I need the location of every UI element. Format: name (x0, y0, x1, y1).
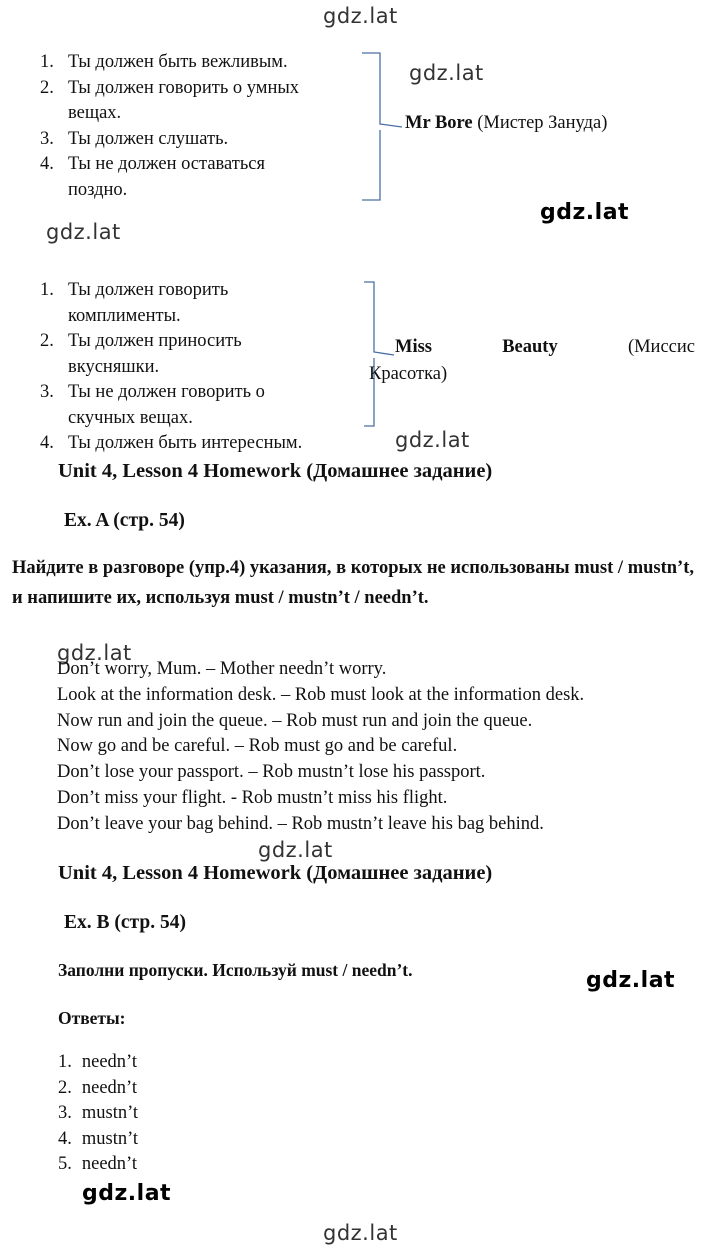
answer-line: Look at the information desk. – Rob must look at the information desk. (57, 684, 585, 705)
list-item-continuation: вкусняшки. (68, 356, 160, 377)
list-item: 2. Ты должен говорить о умных (40, 77, 300, 98)
list-item: 3. Ты не должен говорить о (40, 382, 265, 402)
section-heading: Unit 4, Lesson 4 Homework (Домашнее задание) (58, 460, 493, 482)
list-item: 4. Ты не должен оставаться (40, 154, 266, 174)
list-item: 1. Ты должен быть вежливым. (40, 52, 288, 72)
list-item-continuation: скучных вещах. (68, 407, 193, 428)
answer-line: Don’t lose your passport. – Rob mustn’t lose his passport. (57, 762, 486, 783)
group-label-mr-bore: Mr Bore (Мистер Зануда) (405, 113, 608, 133)
rules-list-mr-bore (30, 50, 352, 203)
answers-list (58, 1050, 138, 1178)
list-item-continuation: поздно. (68, 179, 128, 200)
list-item: 4. Ты должен быть интересным. (40, 433, 303, 453)
watermark: gdz.lat (540, 200, 630, 225)
group-label-miss-beauty-cont: Красотка) (369, 364, 448, 384)
answer-line: Now go and be careful. – Rob must go and be careful. (57, 736, 458, 757)
watermark: gdz.lat (82, 1181, 172, 1206)
watermark: gdz.lat (323, 4, 398, 28)
task-text: Заполни пропуски. Используй must / needn’t. (58, 960, 413, 980)
list-item: 2. needn’t (58, 1077, 138, 1098)
answers-label: Ответы: (58, 1008, 126, 1028)
list-item: 5. needn’t (58, 1154, 138, 1174)
watermark: gdz.lat (395, 428, 470, 452)
list-item-continuation: вещах. (68, 103, 122, 123)
list-item: 2. Ты должен приносить (40, 331, 242, 351)
answer-line: Don’t leave your bag behind. – Rob mustn’t leave his bag behind. (57, 813, 544, 834)
list-item: 1. needn’t (58, 1052, 138, 1072)
exercise-title: Ex. A (стр. 54) (64, 510, 185, 531)
watermark: gdz.lat (258, 838, 333, 862)
answers-list (57, 657, 584, 838)
watermark: gdz.lat (323, 1221, 398, 1245)
group-label-miss-beauty: Miss Beauty (Миссис (395, 337, 695, 357)
watermark: gdz.lat (586, 968, 676, 993)
watermark: gdz.lat (46, 220, 121, 244)
section-heading: Unit 4, Lesson 4 Homework (Домашнее задание) (58, 862, 493, 884)
list-item: 4. mustn’t (58, 1128, 139, 1149)
list-item: 3. mustn’t (58, 1103, 139, 1123)
rules-list-miss-beauty (30, 278, 352, 457)
list-item-continuation: комплименты. (68, 305, 181, 326)
answer-line: Now run and join the queue. – Rob must run and join the queue. (57, 710, 533, 731)
list-item: 3. Ты должен слушать. (40, 128, 229, 149)
answer-line: Don’t miss your flight. - Rob mustn’t miss his flight. (57, 787, 448, 808)
brace-icon (358, 50, 408, 205)
watermark: gdz.lat (409, 61, 484, 85)
answer-line: Don’t worry, Mum. – Mother needn’t worry. (57, 659, 387, 679)
list-item: 1. Ты должен говорить (40, 280, 229, 300)
watermark: gdz.lat (57, 641, 132, 665)
exercise-title: Ex. B (стр. 54) (64, 912, 186, 933)
brace-icon (360, 280, 400, 430)
task-text: Найдите в разговоре (упр.4) указания, в которых не использованы must / mustn’t, и напишите их, используя must / mustn’t / needn’t. (12, 558, 694, 608)
